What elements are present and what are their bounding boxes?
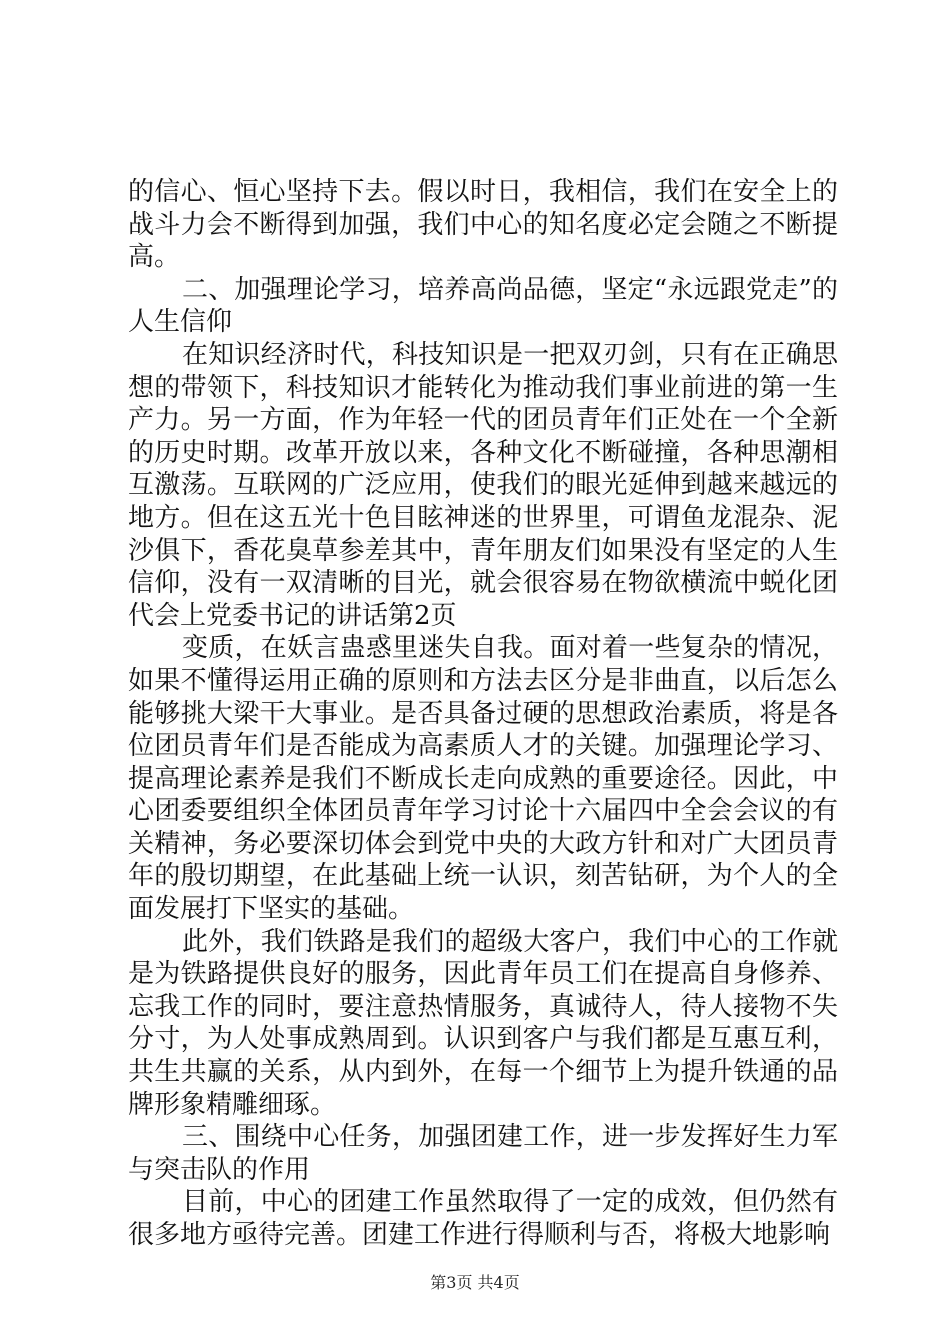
paragraph-knowledge-economy: 在知识经济时代，科技知识是一把双刃剑，只有在正确思想的带领下，科技知识才能转化为推动我们事业前进的第一生产力。另一方面，作为年轻一代的团员青年们正处在一个全新的历史时期。改革开放以来，各种文化不断碰撞，各种思潮相互激荡。互联网的广泛应用，使我们的眼光延伸到越来越远的地方。但在这五光十色目眩神迷的世界里，可谓鱼龙混杂、泥沙俱下，香花臭草参差其中，青年朋友们如果没有坚定的人生信仰，没有一双清晰的目光，就会很容易在物欲横流中蜕化团代会上党委书记的讲话第2页 (128, 339, 838, 631)
page-footer: 第3页 共4页 (430, 1273, 520, 1292)
section-heading-3: 三、围绕中心任务，加强团建工作，进一步发挥好生力军与突击队的作用 (128, 1122, 838, 1185)
document-body (128, 176, 838, 1252)
paragraph-theory-study: 变质，在妖言蛊惑里迷失自我。面对着一些复杂的情况，如果不懂得运用正确的原则和方法去区分是非曲直，以后怎么能够挑大梁干大事业。是否具备过硬的思想政治素质，将是各位团员青年们是否能成为高素质人才的关键。加强理论学习、提高理论素养是我们不断成长走向成熟的重要途径。因此，中心团委要组织全体团员青年学习讨论十六届四中全会会议的有关精神，务必要深切体会到党中央的大政方针和对广大团员青年的殷切期望，在此基础上统一认识，刻苦钻研，为个人的全面发展打下坚实的基础。 (128, 633, 838, 925)
paragraph-league-building: 目前，中心的团建工作虽然取得了一定的成效，但仍然有很多地方亟待完善。团建工作进行得顺利与否，将极大地影响 (128, 1187, 838, 1250)
paragraph-railway-customer: 此外，我们铁路是我们的超级大客户，我们中心的工作就是为铁路提供良好的服务，因此青年员工们在提高自身修养、忘我工作的同时，要注意热情服务，真诚待人，待人接物不失分寸，为人处事成熟周到。认识到客户与我们都是互惠互利，共生共赢的关系，从内到外，在每一个细节上为提升铁通的品牌形象精雕细琢。 (128, 926, 838, 1120)
section-heading-2: 二、加强理论学习，培养高尚品德，坚定“永远跟党走”的人生信仰 (128, 274, 838, 338)
paragraph-continuation: 的信心、恒心坚持下去。假以时日，我相信，我们在安全上的战斗力会不断得到加强，我们中心的知名度必定会随之不断提高。 (128, 177, 838, 273)
